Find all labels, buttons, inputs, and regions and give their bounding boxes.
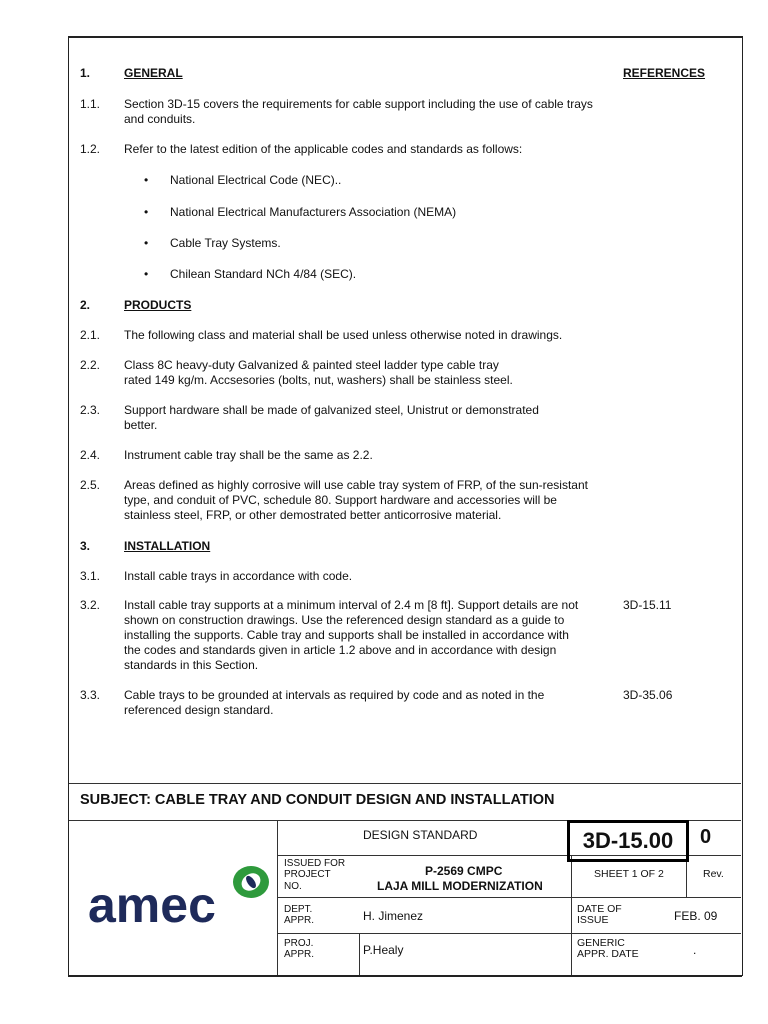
item-number: 2.3. <box>80 403 101 417</box>
item-text: Section 3D-15 covers the requirements for cable support including the use of cable trays and conduits. <box>124 97 593 126</box>
section-title-general: GENERAL <box>124 66 183 80</box>
item-number: 2.5. <box>80 478 101 492</box>
divider <box>69 783 741 784</box>
subject-title: SUBJECT: CABLE TRAY AND CONDUIT DESIGN AND INSTALLATION <box>80 792 555 808</box>
item-number: 2.1. <box>80 328 101 342</box>
bottom-border <box>68 975 742 977</box>
reference-code: 3D-15.11 <box>623 598 672 612</box>
dept-approver: H. Jimenez <box>363 909 424 923</box>
bullet-icon: • <box>144 236 149 250</box>
item-text: Refer to the latest edition of the applicable codes and standards as follows: <box>124 142 523 156</box>
rev-label: Rev. <box>703 868 724 880</box>
divider <box>277 933 741 934</box>
bullet-item: Chilean Standard NCh 4/84 (SEC). <box>170 267 357 281</box>
dept-label: DEPT. <box>284 904 313 915</box>
project-number: P-2569 CMPC <box>425 864 503 878</box>
date-label: ISSUE <box>577 914 609 926</box>
generic-label: APPR. DATE <box>577 948 639 960</box>
document-number: 3D-15.00 <box>567 820 689 862</box>
bullet-item: Cable Tray Systems. <box>170 236 281 250</box>
section-title-products: PRODUCTS <box>124 298 192 312</box>
issued-for-label: NO. <box>284 881 302 892</box>
project-name: LAJA MILL MODERNIZATION <box>377 879 543 893</box>
item-number: 3.2. <box>80 598 101 612</box>
item-text: The following class and material shall be used unless otherwise noted in drawings. <box>124 328 563 342</box>
item-number: 1.1. <box>80 97 101 111</box>
references-title: REFERENCES <box>623 66 706 80</box>
item-text: Instrument cable tray shall be the same as 2.2. <box>124 448 373 462</box>
amec-logo-text: amec <box>88 877 216 933</box>
sheet-label: SHEET 1 OF 2 <box>594 868 664 880</box>
item-number: 2.4. <box>80 448 101 462</box>
item-text-line: Class 8C heavy-duty Galvanized & painted steel ladder type cable tray <box>124 358 499 372</box>
item-text: Install cable trays in accordance with code. <box>124 569 353 583</box>
item-text-line: rated 149 kg/m. Accsesories (bolts, nut, washers) shall be stainless steel. <box>124 373 513 387</box>
divider <box>571 855 572 976</box>
reference-code: 3D-35.06 <box>623 688 673 702</box>
generic-label: GENERIC <box>577 937 625 949</box>
proj-approver: P.Healy <box>363 943 404 957</box>
bullet-item: National Electrical Code (NEC).. <box>170 173 342 187</box>
section-number: 2. <box>80 298 91 312</box>
item-text: Install cable tray supports at a minimum interval of 2.4 m [8 ft]. Support details are not shown on construction drawings. Use the referenced design standard as a guide to installing the supports. Cable tray and supports shall be installed in accordance with the codes and standards given in article 1.2 above and in accordance with design standards in this Section. <box>124 598 579 672</box>
proj-label: PROJ. <box>284 938 314 949</box>
item-number: 3.3. <box>80 688 101 702</box>
dept-label: APPR. <box>284 915 315 926</box>
date-label: DATE OF <box>577 903 622 915</box>
bullet-item: National Electrical Manufacturers Association (NEMA) <box>170 205 457 219</box>
bullet-icon: • <box>144 205 149 219</box>
divider <box>277 820 278 976</box>
item-text: Support hardware shall be made of galvanized steel, Unistrut or demonstrated better. <box>124 403 539 432</box>
bullet-icon: • <box>144 173 149 187</box>
generic-date: . <box>693 943 697 957</box>
item-number: 2.2. <box>80 358 101 372</box>
issued-for-label: ISSUED FOR <box>284 858 346 869</box>
item-text: Cable trays to be grounded at intervals as required by code and as noted in the referenced design standard. <box>124 688 545 717</box>
section-number: 1. <box>80 66 91 80</box>
proj-label: APPR. <box>284 949 315 960</box>
item-number: 3.1. <box>80 569 101 583</box>
section-number: 3. <box>80 539 91 553</box>
issued-for-label: PROJECT <box>284 869 331 880</box>
divider <box>277 897 741 898</box>
bullet-icon: • <box>144 267 149 281</box>
amec-logo-mark-icon <box>233 866 269 898</box>
design-standard-label: DESIGN STANDARD <box>363 828 478 842</box>
revision-number: 0 <box>700 826 712 848</box>
item-text: Areas defined as highly corrosive will use cable tray system of FRP, of the sun-resistant type, and conduit of PVC, schedule 80. Support hardware and accessories will be stainless steel, FRP, or other demostrated better anticorrosive material. <box>124 478 588 522</box>
amec-logo <box>88 860 273 935</box>
section-title-installation: INSTALLATION <box>124 539 211 553</box>
item-number: 1.2. <box>80 142 101 156</box>
divider <box>359 933 360 976</box>
issue-date: FEB. 09 <box>674 909 718 923</box>
